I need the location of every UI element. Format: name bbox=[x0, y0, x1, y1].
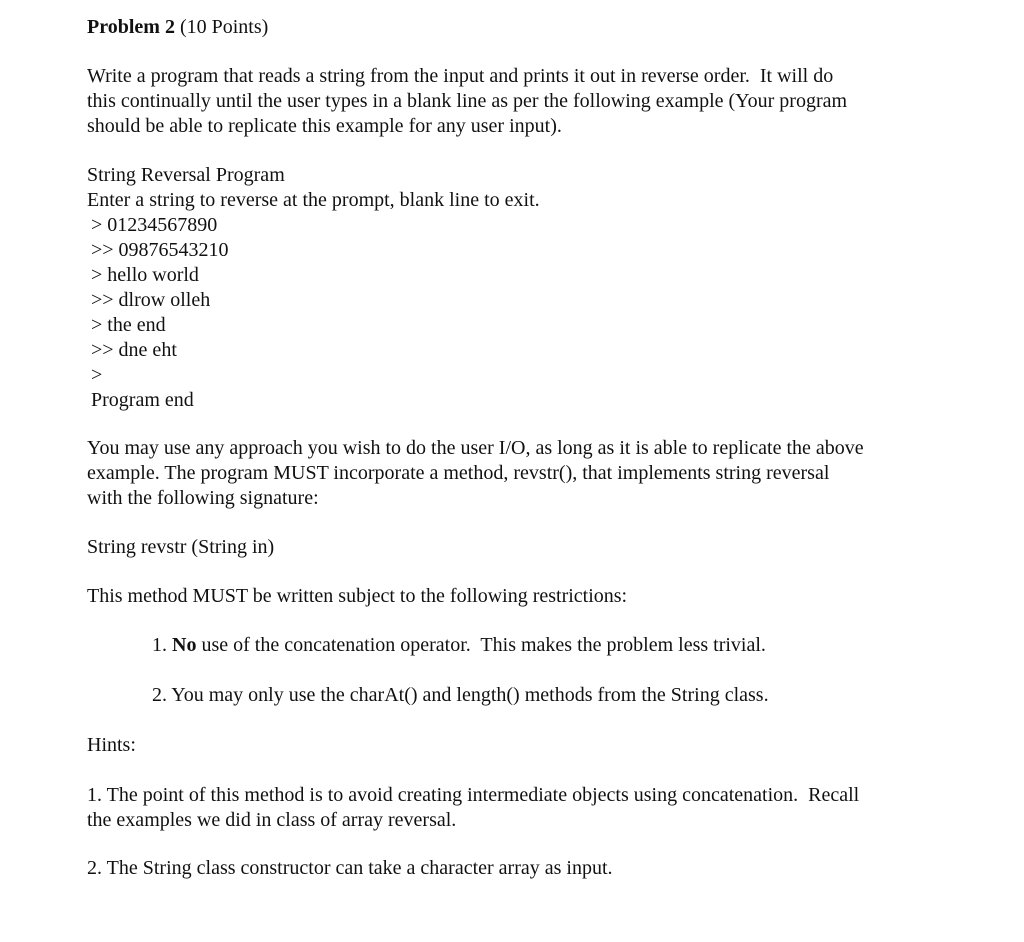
restriction-text: You may only use the charAt() and length() methods from the String class. bbox=[171, 684, 769, 706]
problem-heading: Problem 2 bbox=[87, 16, 175, 38]
example-instruction: Enter a string to reverse at the prompt, blank line to exit. bbox=[87, 189, 540, 211]
problem-title bbox=[87, 15, 947, 40]
hint-line: the examples we did in class of array reversal. bbox=[87, 809, 457, 831]
example-session bbox=[87, 163, 540, 413]
method-signature: String revstr (String in) bbox=[87, 536, 275, 558]
intro-line: Write a program that reads a string from the input and prints it out in reverse order. It will do bbox=[87, 65, 834, 87]
problem-points: (10 Points) bbox=[179, 16, 269, 38]
example-line: >> dlrow olleh bbox=[91, 289, 211, 311]
example-line: > hello world bbox=[91, 264, 199, 286]
example-header: String Reversal Program bbox=[87, 164, 285, 186]
example-line: >> dne eht bbox=[91, 339, 177, 361]
example-line: > the end bbox=[91, 314, 166, 336]
intro-line: should be able to replicate this example for any user input). bbox=[87, 115, 562, 137]
approach-line: with the following signature: bbox=[87, 487, 319, 509]
intro-line: this continually until the user types in a blank line as per the following example (Your program bbox=[87, 90, 848, 112]
example-line: Program end bbox=[91, 389, 194, 411]
example-line: > 01234567890 bbox=[91, 214, 218, 236]
restriction-number: 2. bbox=[152, 684, 172, 706]
approach-line: example. The program MUST incorporate a method, revstr(), that implements string reversal bbox=[87, 462, 830, 484]
restriction-text: use of the concatenation operator. This makes the problem less trivial. bbox=[196, 634, 766, 656]
approach-paragraph bbox=[87, 436, 947, 511]
hint-item bbox=[87, 856, 947, 881]
hint-line: 1. The point of this method is to avoid creating intermediate objects using concatenation. Recall bbox=[87, 784, 860, 806]
intro-paragraph bbox=[87, 64, 947, 139]
example-line: > bbox=[91, 364, 103, 386]
example-line: >> 09876543210 bbox=[91, 239, 229, 261]
hints-label: Hints: bbox=[87, 734, 136, 756]
restriction-number: 1. bbox=[152, 634, 172, 656]
restriction-item bbox=[152, 633, 952, 658]
restrictions-intro: This method MUST be written subject to the following restrictions: bbox=[87, 585, 628, 607]
hint-item bbox=[87, 783, 947, 833]
restriction-emphasis: No bbox=[172, 634, 197, 656]
approach-line: You may use any approach you wish to do the user I/O, as long as it is able to replicate the above bbox=[87, 437, 864, 459]
restriction-item bbox=[152, 683, 952, 708]
hint-line: 2. The String class constructor can take a character array as input. bbox=[87, 857, 613, 879]
